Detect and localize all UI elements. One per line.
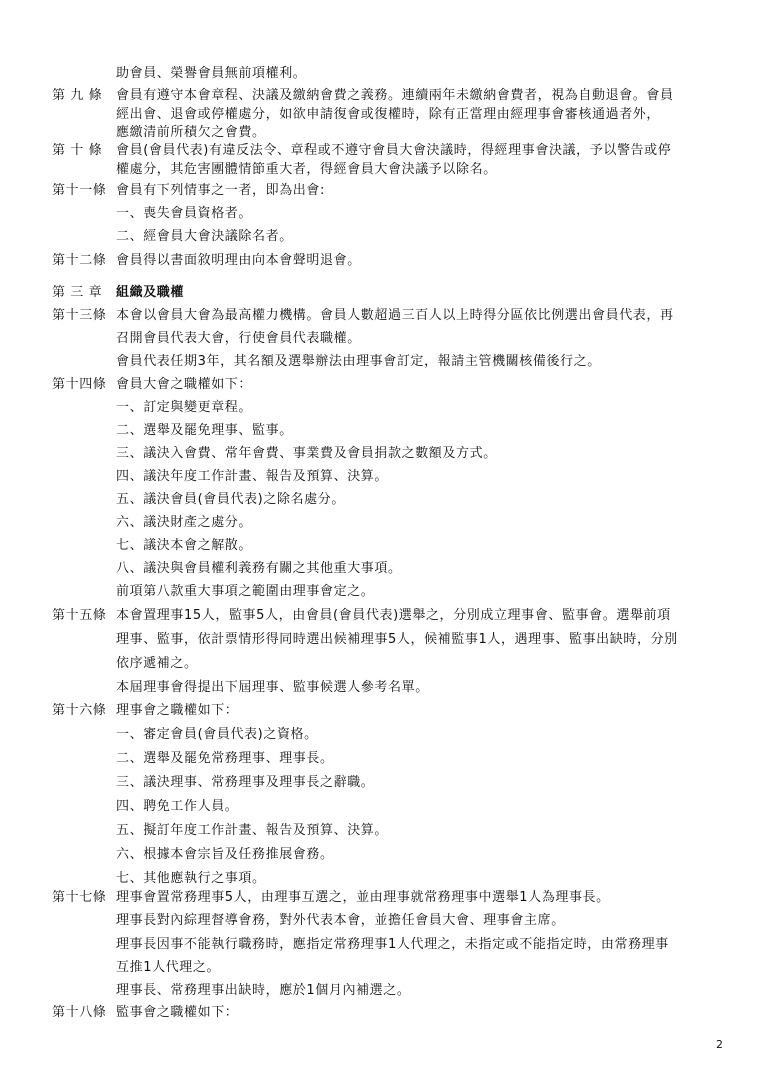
list-item: 四、聘免工作人員。 (116, 799, 239, 814)
article-label: 第十七條 (52, 890, 107, 905)
list-item: 一、訂定與變更章程。 (116, 400, 253, 415)
text-line: 理事長對內綜理督導會務，對外代表本會，並擔任會員大會、理事會主席。 (116, 913, 565, 928)
article-label: 第十四條 (52, 377, 107, 392)
article-label: 第十八條 (52, 1005, 107, 1020)
text-line: 理事會置常務理事5人，由理事互選之，並由理事就常務理事中選舉1人為理事長。 (116, 890, 610, 905)
text-line: 助會員、榮譽會員無前項權利。 (116, 66, 307, 81)
text-line: 理事長、常務理事出缺時，應於1個月內補選之。 (116, 983, 411, 998)
text-line: 應繳清前所積欠之會費。 (116, 125, 266, 140)
text-line: 經出會、退會或停權處分，如欲申請復會或復權時，除有正當理由經理事會審核通過者外， (116, 107, 661, 122)
text-line: 依序遞補之。 (116, 656, 198, 671)
text-line: 一、喪失會員資格者。 (116, 206, 253, 221)
list-item: 六、根據本會宗旨及任務推展會務。 (116, 847, 334, 862)
article-label: 第 十 條 (52, 143, 103, 158)
chapter-title: 組織及職權 (116, 285, 185, 300)
page-number: 2 (716, 1038, 723, 1051)
list-item: 三、議決理事、常務理事及理事長之辭職。 (116, 775, 375, 790)
list-item: 三、議決入會費、常年會費、事業費及會員捐款之數額及方式。 (116, 446, 497, 461)
article-label: 第十三條 (52, 308, 107, 323)
text-line: 二、經會員大會決議除名者。 (116, 229, 293, 244)
text-line: 召開會員代表大會，行使會員代表職權。 (116, 331, 361, 346)
list-item: 二、選舉及罷免常務理事、理事長。 (116, 751, 334, 766)
text-line: 本屆理事會得提出下屆理事、監事候選人參考名單。 (116, 680, 429, 695)
text-line: 會員得以書面敘明理由向本會聲明退會。 (116, 253, 361, 268)
text-line: 互推1人代理之。 (116, 960, 221, 975)
text-line: 監事會之職權如下： (116, 1005, 239, 1020)
chapter-label: 第 三 章 (52, 285, 103, 300)
list-item: 五、擬訂年度工作計畫、報告及預算、決算。 (116, 823, 389, 838)
text-line: 會員有遵守本會章程、決議及繳納會費之義務。連續兩年未繳納會費者，視為自動退會。會員 (116, 88, 674, 103)
text-line: 會員大會之職權如下： (116, 377, 253, 392)
text-line: 權處分，其危害團體情節重大者，得經會員大會決議予以除名。 (116, 162, 497, 177)
text-line: 理事會之職權如下： (116, 703, 239, 718)
list-item: 八、議決與會員權利義務有關之其他重大事項。 (116, 561, 402, 576)
article-label: 第十二條 (52, 253, 107, 268)
text-line: 會員(會員代表)有違反法令、章程或不遵守會員大會決議時，得經理事會決議，予以警告或停 (116, 143, 672, 158)
list-item: 一、審定會員(會員代表)之資格。 (116, 727, 318, 742)
text-line: 會員代表任期3年，其名額及選舉辦法由理事會訂定，報請主管機關核備後行之。 (116, 354, 601, 369)
article-label: 第十一條 (52, 183, 107, 198)
text-line: 本會以會員大會為最高權力機構。會員人數超過三百人以上時得分區依比例選出會員代表，再 (116, 308, 674, 323)
text-line: 理事、監事，依計票情形得同時選出候補理事5人，候補監事1人，遇理事、監事出缺時，分別 (116, 632, 678, 647)
list-item: 五、議決會員(會員代表)之除名處分。 (116, 492, 345, 507)
article-label: 第十五條 (52, 608, 107, 623)
article-label: 第十六條 (52, 703, 107, 718)
list-item: 二、選舉及罷免理事、監事。 (116, 423, 293, 438)
list-item: 六、議決財產之處分。 (116, 515, 253, 530)
list-item: 七、議決本會之解散。 (116, 538, 253, 553)
list-item: 四、議決年度工作計畫、報告及預算、決算。 (116, 469, 389, 484)
list-item: 七、其他應執行之事項。 (116, 871, 266, 886)
text-line: 理事長因事不能執行職務時，應指定常務理事1人代理之，未指定或不能指定時，由常務理事 (116, 937, 669, 952)
text-line: 前項第八款重大事項之範圍由理事會定之。 (116, 584, 375, 599)
text-line: 本會置理事15人，監事5人，由會員(會員代表)選舉之，分別成立理事會、監事會。選舉前項 (116, 608, 671, 623)
text-line: 會員有下列情事之一者，即為出會: (116, 183, 325, 198)
article-label: 第 九 條 (52, 88, 103, 103)
